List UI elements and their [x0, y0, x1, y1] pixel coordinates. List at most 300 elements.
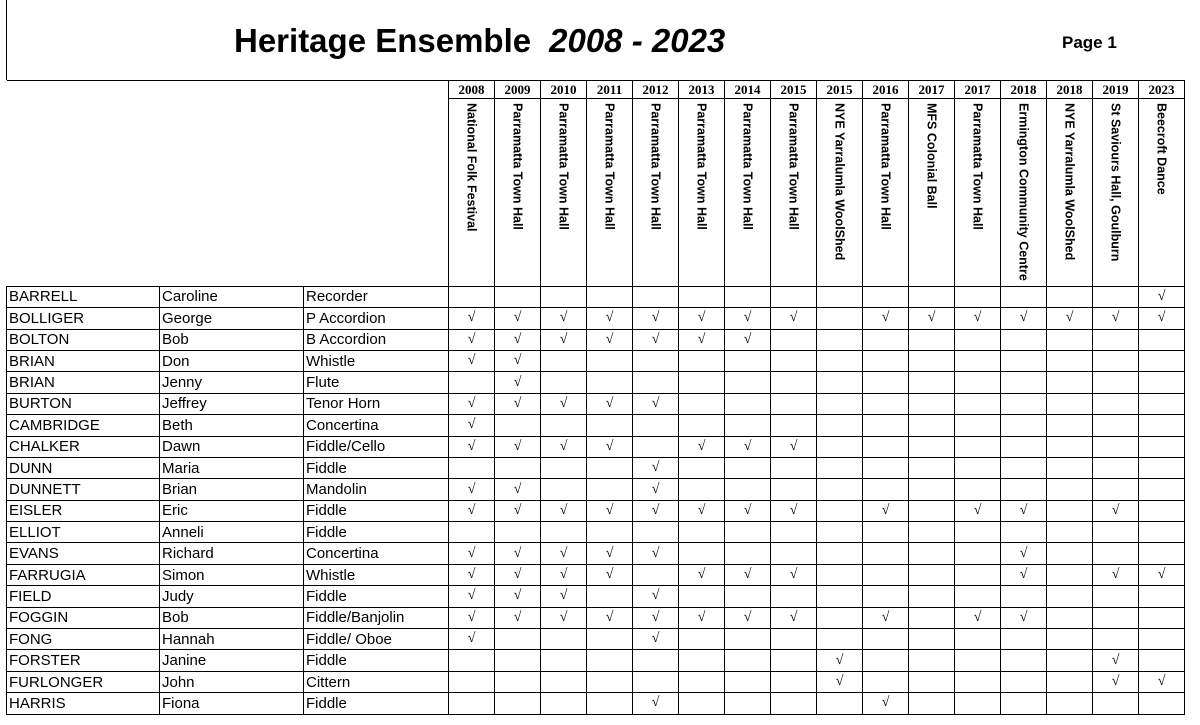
attendance-empty	[817, 543, 863, 564]
attendance-empty	[863, 286, 909, 307]
surname-cell: DUNNETT	[7, 479, 160, 500]
attendance-empty	[771, 650, 817, 671]
attendance-empty	[541, 522, 587, 543]
attendance-empty	[1139, 607, 1185, 628]
attendance-empty	[679, 693, 725, 714]
attendance-empty	[1047, 329, 1093, 350]
attendance-check: √	[541, 393, 587, 414]
attendance-empty	[1047, 543, 1093, 564]
table-row	[7, 350, 1185, 371]
attendance-check: √	[679, 607, 725, 628]
attendance-empty	[1001, 693, 1047, 714]
attendance-empty	[1001, 586, 1047, 607]
venue-label: National Folk Festival	[464, 103, 479, 232]
attendance-check: √	[449, 415, 495, 436]
table-row	[7, 607, 1185, 628]
year-header-row	[7, 81, 1185, 99]
venue-header	[863, 99, 909, 287]
attendance-empty	[817, 522, 863, 543]
instrument-cell: Fiddle	[304, 650, 449, 671]
attendance-empty	[1093, 286, 1139, 307]
attendance-empty	[587, 372, 633, 393]
attendance-empty	[863, 329, 909, 350]
attendance-empty	[1047, 564, 1093, 585]
attendance-check: √	[587, 500, 633, 521]
instrument-cell: Flute	[304, 372, 449, 393]
attendance-check: √	[449, 543, 495, 564]
surname-cell: HARRIS	[7, 693, 160, 714]
attendance-empty	[1047, 415, 1093, 436]
attendance-empty	[1139, 629, 1185, 650]
attendance-empty	[955, 479, 1001, 500]
attendance-empty	[909, 350, 955, 371]
venue-header	[495, 99, 541, 287]
attendance-check: √	[541, 607, 587, 628]
attendance-check: √	[863, 693, 909, 714]
attendance-empty	[1093, 329, 1139, 350]
venue-label: Beecroft Dance	[1154, 103, 1169, 195]
table-row	[7, 329, 1185, 350]
attendance-empty	[1093, 693, 1139, 714]
attendance-empty	[771, 522, 817, 543]
first-name-cell: Bob	[160, 607, 304, 628]
attendance-empty	[1093, 629, 1139, 650]
venue-label: Parramatta Town Hall	[694, 103, 709, 230]
attendance-empty	[587, 350, 633, 371]
attendance-empty	[541, 457, 587, 478]
attendance-check: √	[541, 543, 587, 564]
year-header: 2017	[909, 81, 955, 99]
year-header: 2015	[771, 81, 817, 99]
table-row	[7, 500, 1185, 521]
venue-header	[679, 99, 725, 287]
attendance-empty	[909, 372, 955, 393]
attendance-empty	[863, 650, 909, 671]
attendance-check: √	[495, 586, 541, 607]
attendance-empty	[1139, 393, 1185, 414]
attendance-check: √	[449, 393, 495, 414]
attendance-empty	[955, 415, 1001, 436]
attendance-empty	[771, 586, 817, 607]
year-header: 2017	[955, 81, 1001, 99]
attendance-empty	[541, 372, 587, 393]
surname-cell: FONG	[7, 629, 160, 650]
attendance-empty	[679, 650, 725, 671]
attendance-empty	[817, 457, 863, 478]
attendance-empty	[771, 671, 817, 692]
attendance-empty	[541, 693, 587, 714]
attendance-check: √	[771, 607, 817, 628]
attendance-check: √	[955, 607, 1001, 628]
attendance-empty	[725, 586, 771, 607]
attendance-empty	[541, 629, 587, 650]
attendance-empty	[725, 543, 771, 564]
instrument-cell: P Accordion	[304, 308, 449, 329]
attendance-empty	[817, 350, 863, 371]
attendance-empty	[955, 543, 1001, 564]
table-row	[7, 415, 1185, 436]
attendance-empty	[771, 693, 817, 714]
instrument-cell: Whistle	[304, 350, 449, 371]
venue-label: Parramatta Town Hall	[878, 103, 893, 230]
attendance-empty	[495, 650, 541, 671]
instrument-cell: Concertina	[304, 415, 449, 436]
attendance-empty	[1047, 586, 1093, 607]
instrument-cell: B Accordion	[304, 329, 449, 350]
attendance-check: √	[495, 393, 541, 414]
venue-header	[633, 99, 679, 287]
attendance-empty	[909, 286, 955, 307]
attendance-empty	[449, 457, 495, 478]
attendance-empty	[1093, 372, 1139, 393]
attendance-check: √	[587, 607, 633, 628]
attendance-empty	[1047, 522, 1093, 543]
attendance-empty	[1001, 650, 1047, 671]
first-name-cell: Jenny	[160, 372, 304, 393]
ensemble-name: Heritage Ensemble	[234, 22, 532, 59]
venue-header	[1001, 99, 1047, 287]
attendance-empty	[909, 564, 955, 585]
year-header: 2010	[541, 81, 587, 99]
first-name-cell: Fiona	[160, 693, 304, 714]
attendance-empty	[909, 436, 955, 457]
attendance-empty	[817, 586, 863, 607]
attendance-empty	[725, 393, 771, 414]
attendance-empty	[1001, 436, 1047, 457]
attendance-check: √	[771, 436, 817, 457]
attendance-empty	[1093, 350, 1139, 371]
table-row	[7, 372, 1185, 393]
attendance-empty	[817, 500, 863, 521]
attendance-empty	[1001, 329, 1047, 350]
attendance-empty	[955, 350, 1001, 371]
attendance-check: √	[1047, 308, 1093, 329]
attendance-empty	[863, 543, 909, 564]
attendance-check: √	[771, 308, 817, 329]
attendance-empty	[1093, 586, 1139, 607]
attendance-check: √	[1139, 671, 1185, 692]
year-header: 2018	[1001, 81, 1047, 99]
attendance-empty	[1139, 350, 1185, 371]
attendance-empty	[863, 629, 909, 650]
table-row	[7, 586, 1185, 607]
attendance-check: √	[449, 586, 495, 607]
instrument-cell: Recorder	[304, 286, 449, 307]
attendance-empty	[725, 522, 771, 543]
first-name-cell: Dawn	[160, 436, 304, 457]
year-header: 2008	[449, 81, 495, 99]
venue-label: Parramatta Town Hall	[510, 103, 525, 230]
attendance-empty	[863, 350, 909, 371]
attendance-check: √	[541, 436, 587, 457]
attendance-empty	[863, 372, 909, 393]
attendance-empty	[817, 436, 863, 457]
attendance-check: √	[633, 629, 679, 650]
attendance-empty	[909, 522, 955, 543]
attendance-empty	[955, 372, 1001, 393]
attendance-check: √	[449, 329, 495, 350]
attendance-empty	[495, 671, 541, 692]
attendance-empty	[1001, 629, 1047, 650]
surname-cell: FOGGIN	[7, 607, 160, 628]
attendance-empty	[633, 564, 679, 585]
attendance-empty	[771, 629, 817, 650]
attendance-empty	[955, 393, 1001, 414]
attendance-empty	[955, 586, 1001, 607]
attendance-empty	[725, 650, 771, 671]
attendance-empty	[449, 693, 495, 714]
attendance-empty	[587, 671, 633, 692]
attendance-check: √	[1001, 564, 1047, 585]
attendance-check: √	[863, 607, 909, 628]
attendance-empty	[587, 522, 633, 543]
venue-label: MFS Colonial Ball	[924, 103, 939, 209]
attendance-empty	[1093, 457, 1139, 478]
table-row	[7, 286, 1185, 307]
first-name-cell: Anneli	[160, 522, 304, 543]
attendance-empty	[955, 629, 1001, 650]
attendance-empty	[1139, 543, 1185, 564]
attendance-empty	[955, 564, 1001, 585]
attendance-check: √	[817, 671, 863, 692]
attendance-check: √	[1139, 564, 1185, 585]
attendance-empty	[771, 479, 817, 500]
attendance-empty	[909, 650, 955, 671]
instrument-cell: Mandolin	[304, 479, 449, 500]
venue-label: NYE Yarralumla WoolShed	[1062, 103, 1077, 261]
first-name-cell: Beth	[160, 415, 304, 436]
first-name-cell: Bob	[160, 329, 304, 350]
attendance-empty	[1139, 500, 1185, 521]
attendance-empty	[771, 393, 817, 414]
attendance-check: √	[679, 436, 725, 457]
venue-label: Parramatta Town Hall	[602, 103, 617, 230]
attendance-check: √	[495, 543, 541, 564]
attendance-check: √	[541, 564, 587, 585]
year-header: 2015	[817, 81, 863, 99]
attendance-empty	[725, 372, 771, 393]
attendance-empty	[863, 436, 909, 457]
attendance-check: √	[1093, 650, 1139, 671]
surname-cell: BARRELL	[7, 286, 160, 307]
attendance-empty	[817, 329, 863, 350]
attendance-empty	[817, 415, 863, 436]
venue-header	[1139, 99, 1185, 287]
attendance-check: √	[633, 693, 679, 714]
instrument-cell: Fiddle	[304, 457, 449, 478]
venue-label: St Saviours Hall, Goulburn	[1108, 103, 1123, 262]
attendance-empty	[863, 522, 909, 543]
attendance-empty	[771, 329, 817, 350]
attendance-empty	[955, 522, 1001, 543]
attendance-empty	[1047, 436, 1093, 457]
attendance-empty	[955, 671, 1001, 692]
attendance-check: √	[909, 308, 955, 329]
attendance-empty	[909, 393, 955, 414]
attendance-empty	[1047, 393, 1093, 414]
venue-header	[1093, 99, 1139, 287]
attendance-empty	[633, 671, 679, 692]
attendance-check: √	[955, 500, 1001, 521]
surname-cell: FURLONGER	[7, 671, 160, 692]
attendance-check: √	[1001, 607, 1047, 628]
attendance-empty	[725, 415, 771, 436]
attendance-empty	[541, 671, 587, 692]
page-title	[234, 22, 725, 60]
first-name-cell: Janine	[160, 650, 304, 671]
surname-cell: CAMBRIDGE	[7, 415, 160, 436]
year-header: 2011	[587, 81, 633, 99]
attendance-empty	[449, 522, 495, 543]
attendance-empty	[633, 650, 679, 671]
surname-cell: CHALKER	[7, 436, 160, 457]
attendance-empty	[1047, 629, 1093, 650]
venue-header	[725, 99, 771, 287]
attendance-check: √	[587, 436, 633, 457]
year-header: 2019	[1093, 81, 1139, 99]
attendance-empty	[771, 415, 817, 436]
instrument-cell: Cittern	[304, 671, 449, 692]
attendance-empty	[633, 522, 679, 543]
attendance-empty	[679, 522, 725, 543]
first-name-cell: George	[160, 308, 304, 329]
surname-cell: BOLTON	[7, 329, 160, 350]
attendance-check: √	[771, 564, 817, 585]
first-name-cell: Brian	[160, 479, 304, 500]
attendance-check: √	[725, 607, 771, 628]
attendance-check: √	[495, 372, 541, 393]
attendance-empty	[679, 393, 725, 414]
attendance-empty	[449, 286, 495, 307]
attendance-empty	[1139, 479, 1185, 500]
attendance-check: √	[633, 479, 679, 500]
attendance-empty	[679, 372, 725, 393]
instrument-cell: Fiddle	[304, 693, 449, 714]
year-header: 2012	[633, 81, 679, 99]
attendance-check: √	[633, 500, 679, 521]
surname-cell: EVANS	[7, 543, 160, 564]
attendance-empty	[495, 629, 541, 650]
attendance-check: √	[495, 329, 541, 350]
venue-header	[771, 99, 817, 287]
attendance-empty	[955, 693, 1001, 714]
attendance-empty	[817, 308, 863, 329]
attendance-check: √	[863, 500, 909, 521]
attendance-empty	[1139, 693, 1185, 714]
attendance-empty	[679, 586, 725, 607]
attendance-empty	[541, 286, 587, 307]
attendance-empty	[771, 372, 817, 393]
surname-cell: FARRUGIA	[7, 564, 160, 585]
attendance-check: √	[955, 308, 1001, 329]
attendance-empty	[541, 415, 587, 436]
attendance-empty	[633, 286, 679, 307]
instrument-cell: Fiddle/Banjolin	[304, 607, 449, 628]
attendance-empty	[495, 693, 541, 714]
attendance-empty	[771, 457, 817, 478]
venue-label: Parramatta Town Hall	[970, 103, 985, 230]
surname-cell: FORSTER	[7, 650, 160, 671]
attendance-empty	[725, 457, 771, 478]
attendance-empty	[909, 457, 955, 478]
table-row	[7, 308, 1185, 329]
table-row	[7, 671, 1185, 692]
left-margin-rule	[6, 0, 7, 80]
attendance-empty	[587, 693, 633, 714]
attendance-check: √	[495, 350, 541, 371]
attendance-check: √	[449, 308, 495, 329]
table-row	[7, 479, 1185, 500]
attendance-check: √	[495, 479, 541, 500]
venue-label: Parramatta Town Hall	[648, 103, 663, 230]
attendance-empty	[955, 650, 1001, 671]
attendance-check: √	[633, 586, 679, 607]
venue-label: Parramatta Town Hall	[556, 103, 571, 230]
attendance-empty	[817, 286, 863, 307]
attendance-empty	[679, 286, 725, 307]
attendance-empty	[1093, 607, 1139, 628]
attendance-empty	[1139, 329, 1185, 350]
attendance-empty	[1047, 372, 1093, 393]
attendance-check: √	[1093, 564, 1139, 585]
attendance-check: √	[587, 329, 633, 350]
attendance-empty	[1139, 586, 1185, 607]
table-row	[7, 522, 1185, 543]
attendance-check: √	[449, 436, 495, 457]
attendance-empty	[495, 457, 541, 478]
attendance-check: √	[633, 607, 679, 628]
attendance-check: √	[679, 308, 725, 329]
attendance-empty	[679, 671, 725, 692]
attendance-check: √	[633, 457, 679, 478]
attendance-empty	[863, 457, 909, 478]
attendance-check: √	[1001, 543, 1047, 564]
venue-header	[449, 99, 495, 287]
attendance-empty	[1139, 457, 1185, 478]
attendance-empty	[1093, 436, 1139, 457]
venue-label: Ermington Community Centre	[1016, 103, 1031, 281]
first-name-cell: Judy	[160, 586, 304, 607]
instrument-cell: Concertina	[304, 543, 449, 564]
attendance-empty	[633, 415, 679, 436]
attendance-empty	[679, 457, 725, 478]
attendance-empty	[1001, 372, 1047, 393]
attendance-check: √	[495, 607, 541, 628]
surname-cell: BURTON	[7, 393, 160, 414]
attendance-empty	[1001, 286, 1047, 307]
attendance-empty	[541, 350, 587, 371]
attendance-empty	[679, 415, 725, 436]
attendance-empty	[771, 350, 817, 371]
attendance-empty	[1139, 372, 1185, 393]
attendance-empty	[771, 543, 817, 564]
attendance-check: √	[725, 436, 771, 457]
attendance-empty	[909, 671, 955, 692]
attendance-empty	[1139, 522, 1185, 543]
venue-header	[909, 99, 955, 287]
attendance-empty	[1047, 286, 1093, 307]
surname-cell: BRIAN	[7, 372, 160, 393]
attendance-empty	[909, 607, 955, 628]
attendance-empty	[863, 564, 909, 585]
attendance-check: √	[1139, 308, 1185, 329]
attendance-empty	[817, 479, 863, 500]
attendance-check: √	[725, 564, 771, 585]
year-header: 2014	[725, 81, 771, 99]
attendance-check: √	[633, 308, 679, 329]
attendance-empty	[725, 286, 771, 307]
attendance-empty	[909, 586, 955, 607]
